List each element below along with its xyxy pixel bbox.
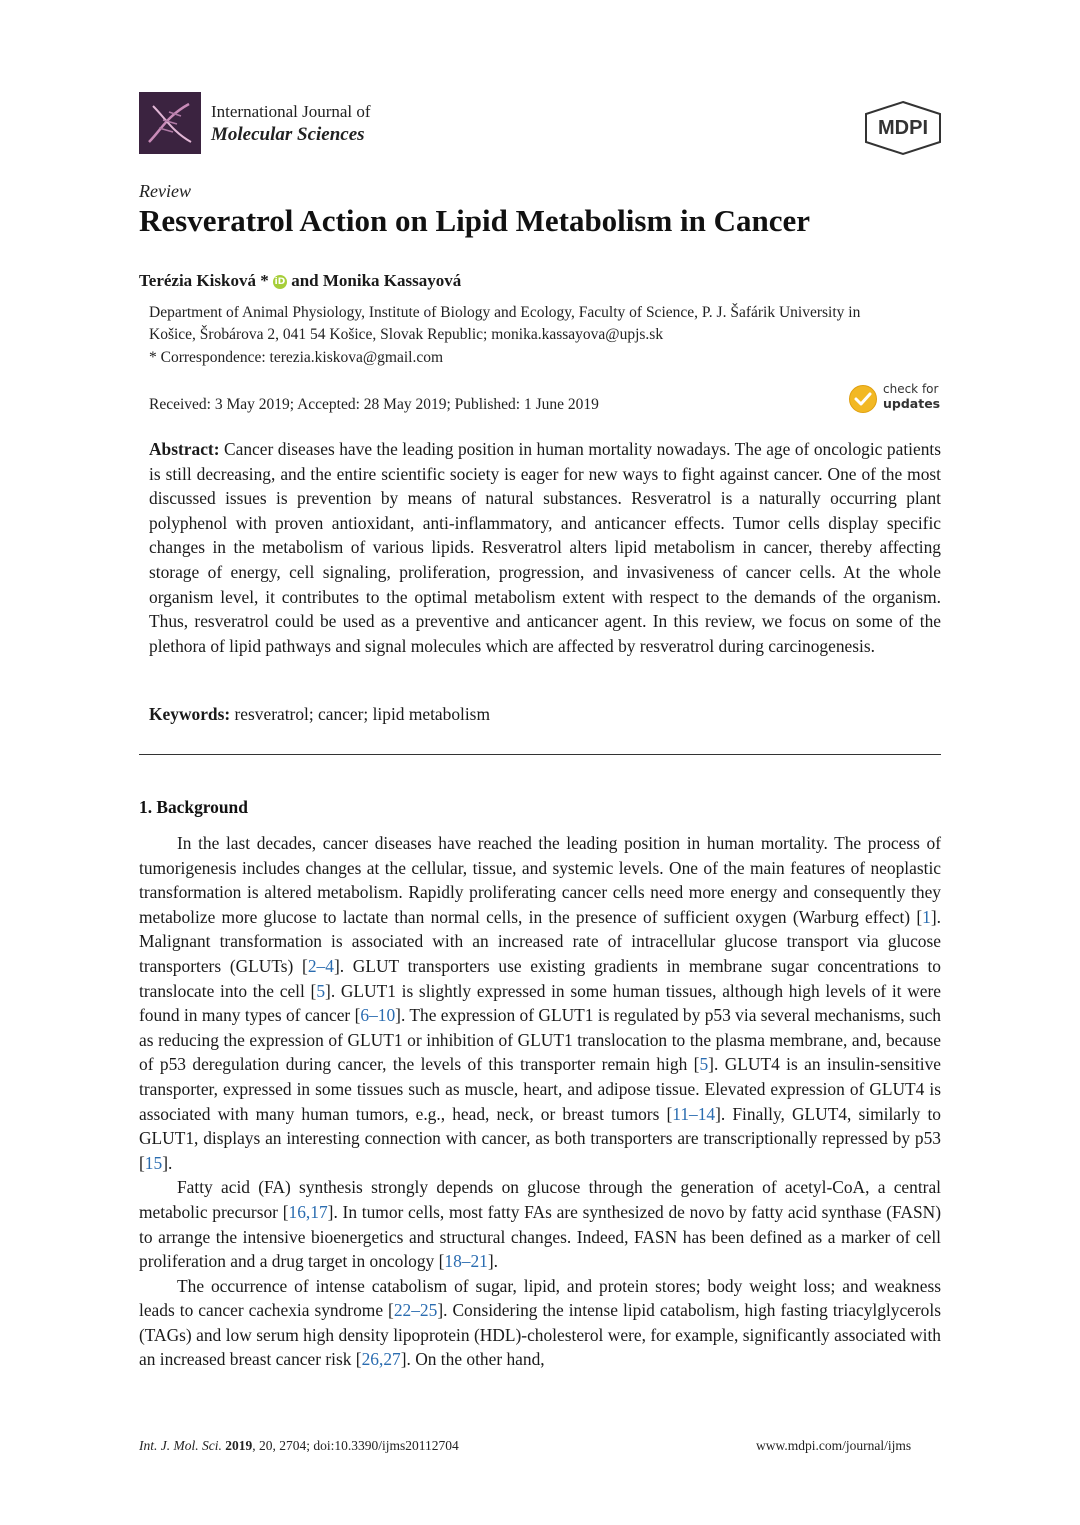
- keywords-label: Keywords:: [149, 704, 231, 724]
- keywords: [149, 704, 490, 725]
- abstract-text: Cancer diseases have the leading position in human mortality nowadays. The age of oncologic patients is still decreasing, and the entire scientific society is eager for new ways to fight against cancer. One of the most discussed issues is prevention by means of natural substances. Resveratrol is a naturally occurring plant polyphenol with proven antioxidant, anti-inflammatory, and anticancer effects. Tumor cells display specific changes in the metabolism of various lipids. Resveratrol alters lipid metabolism in cancer, thereby affecting storage of energy, cell signaling, proliferation, progression, and invasiveness of cancer cells. At the whole organism level, it contributes to the optimal metabolism extent with respect to the demands of the organism. Thus, resveratrol could be used as a preventive and anticancer agent. In this review, we focus on some of the plethora of lipid pathways and signal molecules which are affected by resveratrol during carcinogenesis.: [149, 439, 941, 656]
- journal-name-line1: International Journal of: [211, 102, 371, 121]
- paragraph: Fatty acid (FA) synthesis strongly depends on glucose through the generation of acetyl-CoA, a central metabolic precursor [16,17]. In tumor cells, most fatty FAs are synthesized de novo by fatty acid synthase (FASN) to arrange the intensive bioenergetics and structural changes. Indeed, FASN has been defined as a marker of cell proliferation and a drug target in oncology [18–21].: [139, 1177, 941, 1272]
- publication-dates: Received: 3 May 2019; Accepted: 28 May 2019; Published: 1 June 2019: [149, 396, 599, 413]
- check-updates-label: check for: [883, 382, 939, 396]
- check-for-updates-badge[interactable]: [848, 382, 948, 418]
- body-text: [139, 831, 941, 1372]
- citation-link[interactable]: 15: [144, 1152, 163, 1173]
- author-name[interactable]: Terézia Kisková: [139, 271, 256, 290]
- orcid-icon[interactable]: iD: [274, 277, 286, 287]
- dna-helix-icon: [139, 92, 201, 154]
- author-list: [139, 271, 461, 291]
- mdpi-logo-text: MDPI: [878, 117, 928, 139]
- article-type: Review: [139, 181, 191, 201]
- citation-link[interactable]: 22–25: [393, 1300, 438, 1321]
- citation-link[interactable]: 11–14: [672, 1103, 716, 1124]
- check-updates-icon: [848, 384, 878, 414]
- check-updates-label: updates: [883, 396, 941, 411]
- corresponding-mark: *: [260, 271, 269, 290]
- citation-link[interactable]: 6–10: [360, 1005, 396, 1026]
- footer-citation: [139, 1438, 459, 1454]
- paragraph: The occurrence of intense catabolism of sugar, lipid, and protein stores; body weight loss; and weakness leads to cancer cachexia syndrome [22–25]. Considering the intense lipid catabolism, high fasting triacylglycerols (TAGs) and low serum high density lipoprotein (HDL)-cholesterol were, for example, significantly associated with an increased breast cancer risk [26,27]. On the other hand,: [139, 1275, 941, 1370]
- correspondence: * Correspondence: terezia.kiskova@gmail.com: [149, 349, 444, 366]
- affiliation-line: Košice, Šrobárova 2, 041 54 Košice, Slovak Republic; monika.kassayova@upjs.sk: [149, 326, 664, 343]
- citation-link[interactable]: 18–21: [444, 1251, 488, 1272]
- mdpi-logo: [862, 100, 944, 156]
- citation-link[interactable]: 1: [922, 906, 931, 927]
- footer-journal: Int. J. Mol. Sci.: [139, 1438, 222, 1453]
- citation-link[interactable]: 5: [316, 980, 326, 1001]
- paragraph: In the last decades, cancer diseases have reached the leading position in human mortality. The process of tumorigenesis includes changes at the cellular, tissue, and systemic levels. One of the main features of neoplastic transformation is altered metabolism. Rapidly proliferating cancer cells need more energy and consequently they metabolize more glucose to lactate than normal cells, in the presence of sufficient oxygen (Warburg effect) [1]. Malignant transformation is associated with an increased rate of intracellular glucose transport via glucose transporters (GLUTs) [2–4]. GLUT transporters use existing gradients in membrane sugar concentrations to translocate into the cell [5]. GLUT1 is slightly expressed in some human tissues, although high levels of it were found in many types of cancer [6–10]. The expression of GLUT1 is regulated by p53 via several mechanisms, such as reducing the expression of GLUT1 or inhibition of GLUT1 translocation to the plasma membrane, and, because of p53 deregulation during cancer, the levels of this transporter remain high [5]. GLUT4 is an insulin-sensitive transporter, expressed in some tissues such as muscle, heart, and adipose tissue. Elevated expression of GLUT4 is associated with many human tumors, e.g., head, neck, or breast tumors [11–14]. Finally, GLUT4, similarly to GLUT1, displays an interesting connection with cancer, as both transporters are transcriptionally repressed by p53 [15].: [139, 833, 941, 1173]
- section-heading: 1. Background: [139, 797, 248, 817]
- citation-link[interactable]: 26,27: [361, 1349, 401, 1370]
- divider: [139, 754, 941, 755]
- journal-name-line2: Molecular Sciences: [211, 124, 365, 145]
- page-title: Resveratrol Action on Lipid Metabolism in Cancer: [139, 203, 811, 238]
- author-separator: and: [286, 271, 323, 290]
- author-name[interactable]: Monika Kassayová: [322, 271, 462, 290]
- citation-link[interactable]: 16,17: [288, 1201, 328, 1222]
- footer-doi: , 20, 2704; doi:10.3390/ijms20112704: [252, 1438, 459, 1453]
- footer-url[interactable]: www.mdpi.com/journal/ijms: [756, 1438, 912, 1453]
- journal-logo: [139, 92, 201, 154]
- citation-link[interactable]: 5: [699, 1054, 709, 1075]
- affiliation-line: Department of Animal Physiology, Institute of Biology and Ecology, Faculty of Science, P. J. Šafárik University in: [149, 304, 861, 321]
- keywords-text: resveratrol; cancer; lipid metabolism: [234, 704, 490, 724]
- abstract: [149, 437, 941, 658]
- citation-link[interactable]: 2–4: [307, 955, 334, 976]
- footer-year: 2019: [225, 1438, 253, 1453]
- abstract-label: Abstract:: [149, 439, 220, 459]
